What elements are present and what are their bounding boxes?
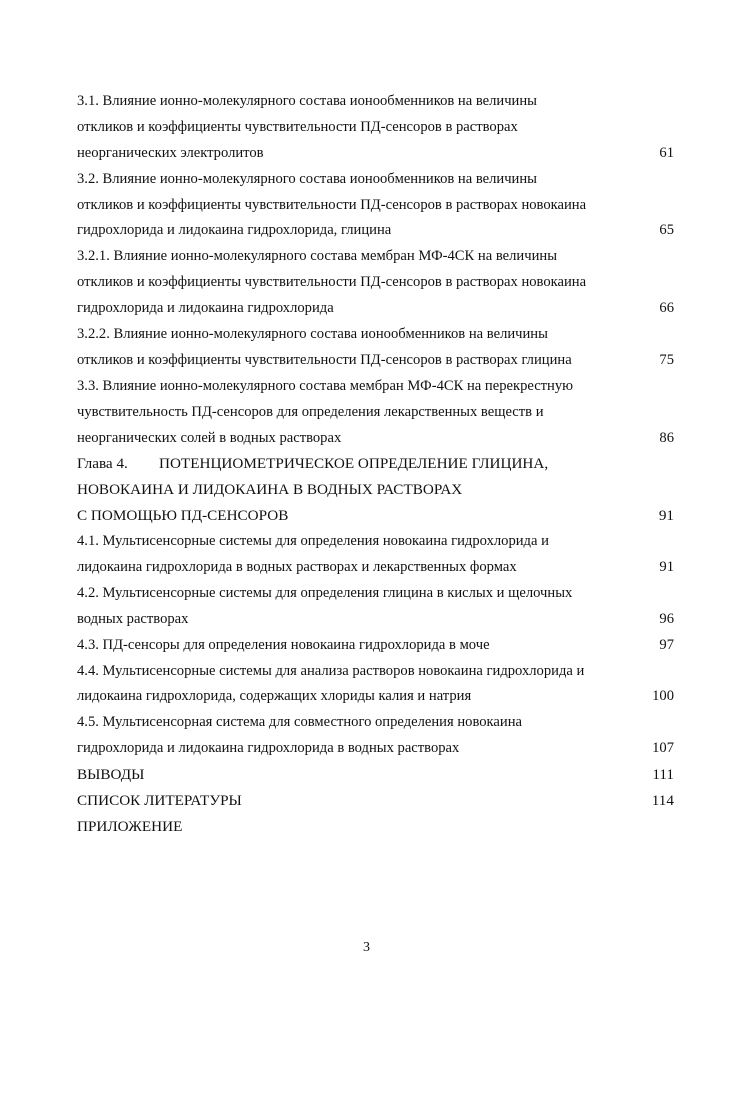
toc-entry-text: лидокаина гидрохлорида в водных растворах и лекарственных формах <box>77 559 517 576</box>
toc-line <box>77 141 674 167</box>
toc-line <box>77 710 674 736</box>
toc-entry-text: лидокаина гидрохлорида, содержащих хлориды калия и натрия <box>77 688 472 705</box>
toc-line <box>77 788 674 814</box>
toc-line <box>77 348 674 374</box>
toc-line <box>77 244 674 270</box>
toc-line <box>77 400 674 426</box>
toc-line <box>77 167 674 193</box>
toc-page-number: 96 <box>659 610 674 627</box>
toc-line <box>77 322 674 348</box>
toc-line <box>77 115 674 141</box>
toc-entry-text: откликов и коэффициенты чувствительности ПД-сенсоров в растворах новокаина <box>77 274 587 291</box>
toc-line <box>77 374 674 400</box>
toc-page-number: 75 <box>659 351 674 368</box>
toc-entry-text: СПИСОК ЛИТЕРАТУРЫ <box>77 792 242 810</box>
toc-entry-text: откликов и коэффициенты чувствительности ПД-сенсоров в растворах <box>77 118 518 135</box>
toc-line <box>77 89 674 115</box>
chapter-label: Глава 4. <box>77 455 128 473</box>
toc-entry-text: 3.2.1. Влияние ионно-молекулярного состава мембран МФ-4СК на величины <box>77 248 557 265</box>
toc-entry-text: 4.3. ПД-сенсоры для определения новокаина гидрохлорида в моче <box>77 636 490 653</box>
toc-line <box>77 633 674 659</box>
toc-line <box>77 218 674 244</box>
toc-entry-text: ВЫВОДЫ <box>77 766 145 784</box>
toc-entry-text: чувствительность ПД-сенсоров для определения лекарственных веществ и <box>77 403 544 420</box>
toc-line <box>77 581 674 607</box>
toc-line <box>77 477 674 503</box>
toc-page-number: 111 <box>652 766 674 784</box>
toc-entry-text: 3.1. Влияние ионно-молекулярного состава ионообменников на величины <box>77 93 537 109</box>
toc-page-number: 91 <box>658 507 674 525</box>
toc-page-number: 66 <box>659 300 674 317</box>
toc-line <box>77 296 674 322</box>
toc-line <box>77 659 674 685</box>
toc-chapter-line <box>77 451 674 477</box>
toc-entry-text: неорганических электролитов <box>77 144 264 161</box>
toc-line <box>77 270 674 296</box>
toc-page-number: 114 <box>651 792 674 810</box>
toc-line <box>77 736 674 762</box>
toc-line <box>77 684 674 710</box>
toc-entry-text: водных растворах <box>77 610 189 627</box>
toc-entry-text: неорганических солей в водных растворах <box>77 429 342 446</box>
table-of-contents <box>77 89 674 840</box>
toc-entry-text: С ПОМОЩЬЮ ПД-СЕНСОРОВ <box>77 507 289 525</box>
toc-line <box>77 814 674 840</box>
toc-page-number: 107 <box>652 740 674 757</box>
toc-entry-text: НОВОКАИНА И ЛИДОКАИНА В ВОДНЫХ РАСТВОРАХ <box>77 481 463 499</box>
toc-line <box>77 607 674 633</box>
toc-line <box>77 426 674 452</box>
toc-entry-text: гидрохлорида и лидокаина гидрохлорида в водных растворах <box>77 740 460 757</box>
toc-page-number: 91 <box>659 559 674 576</box>
toc-page-number: 97 <box>659 636 674 653</box>
toc-entry-text: ПОТЕНЦИОМЕТРИЧЕСКОЕ ОПРЕДЕЛЕНИЕ ГЛИЦИНА, <box>159 455 549 473</box>
toc-entry-text: гидрохлорида и лидокаина гидрохлорида, глицина <box>77 222 392 239</box>
toc-entry-text: откликов и коэффициенты чувствительности ПД-сенсоров в растворах глицина <box>77 351 572 368</box>
toc-entry-text: 4.5. Мультисенсорная система для совместного определения новокаина <box>77 714 522 731</box>
toc-page-number: 100 <box>652 688 674 705</box>
toc-line <box>77 529 674 555</box>
page-number: 3 <box>363 940 370 955</box>
toc-line <box>77 193 674 219</box>
toc-page-number: 86 <box>659 429 674 446</box>
toc-line <box>77 555 674 581</box>
toc-line <box>77 503 674 529</box>
toc-entry-text: откликов и коэффициенты чувствительности ПД-сенсоров в растворах новокаина <box>77 196 587 213</box>
toc-page-number: 65 <box>659 222 674 239</box>
toc-entry-text: 3.2. Влияние ионно-молекулярного состава ионообменников на величины <box>77 170 537 187</box>
toc-entry-text: гидрохлорида и лидокаина гидрохлорида <box>77 300 334 317</box>
toc-entry-text: 3.3. Влияние ионно-молекулярного состава мембран МФ-4СК на перекрестную <box>77 377 574 394</box>
toc-entry-text: 4.1. Мультисенсорные системы для определения новокаина гидрохлорида и <box>77 533 549 550</box>
toc-entry-text: 4.4. Мультисенсорные системы для анализа растворов новокаина гидрохлорида и <box>77 662 585 679</box>
toc-entry-text: 3.2.2. Влияние ионно-молекулярного состава ионообменников на величины <box>77 326 548 343</box>
toc-line <box>77 762 674 788</box>
toc-entry-text: 4.2. Мультисенсорные системы для определения глицина в кислых и щелочных <box>77 584 573 601</box>
toc-page-number: 61 <box>659 144 674 161</box>
toc-entry-text: ПРИЛОЖЕНИЕ <box>77 817 183 835</box>
